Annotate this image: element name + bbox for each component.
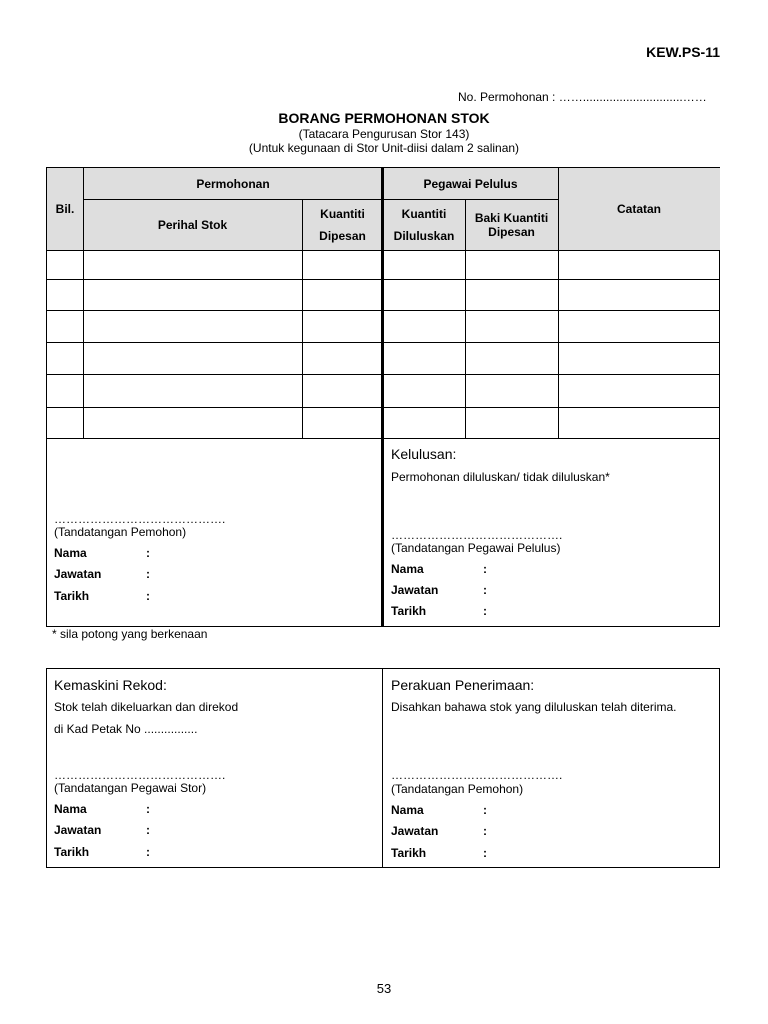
form-subtitle-usage: (Untuk kegunaan di Stor Unit-diisi dalam 2 salinan) bbox=[248, 141, 520, 155]
form-subtitle-procedure: (Tatacara Pengurusan Stor 143) bbox=[298, 127, 470, 141]
receiver-tarikh-colon[interactable]: : bbox=[483, 846, 487, 860]
approver-signature-line[interactable]: ……………………………………. bbox=[391, 528, 563, 542]
table-row[interactable] bbox=[47, 280, 720, 310]
header-group-pelulus-label: Pegawai Pelulus bbox=[423, 176, 518, 191]
applicant-signature-line[interactable]: ……………………………………. bbox=[54, 512, 226, 526]
header-qty-ordered-line1: Kuantiti bbox=[320, 206, 365, 221]
header-perihal-stok bbox=[83, 199, 302, 250]
approver-signature-label: (Tandatangan Pegawai Pelulus) bbox=[391, 541, 561, 555]
approver-nama-colon[interactable]: : bbox=[483, 562, 487, 576]
receiver-nama-label: Nama bbox=[391, 803, 424, 817]
receiver-signature-label: (Tandatangan Pemohon) bbox=[391, 782, 524, 796]
header-bil bbox=[47, 168, 83, 250]
table-row[interactable] bbox=[47, 251, 720, 279]
header-qty-approved-line2: Diluluskan bbox=[393, 228, 455, 243]
header-catatan bbox=[558, 168, 720, 250]
receiver-signature-line[interactable]: ……………………………………. bbox=[391, 768, 563, 782]
record-update-heading: Kemaskini Rekod: bbox=[54, 677, 167, 693]
header-catatan-label: Catatan bbox=[616, 202, 661, 216]
approver-tarikh-colon[interactable]: : bbox=[483, 604, 487, 618]
signature-section-top bbox=[46, 438, 720, 627]
header-bil-label: Bil. bbox=[55, 202, 75, 216]
approver-jawatan-colon[interactable]: : bbox=[483, 583, 487, 597]
applicant-signature-label: (Tandatangan Pemohon) bbox=[54, 525, 187, 539]
applicant-nama-label: Nama bbox=[54, 546, 87, 560]
receiver-nama-colon[interactable]: : bbox=[483, 803, 487, 817]
header-perihal-label: Perihal Stok bbox=[157, 217, 228, 232]
section-divider bbox=[382, 669, 383, 867]
form-code: KEW.PS-11 bbox=[646, 44, 720, 60]
approval-heading: Kelulusan: bbox=[391, 446, 457, 462]
applicant-tarikh-colon[interactable]: : bbox=[146, 589, 150, 603]
receipt-text: Disahkan bahawa stok yang diluluskan telah diterima. bbox=[391, 700, 677, 714]
approval-status-text: Permohonan diluluskan/ tidak diluluskan* bbox=[391, 470, 610, 484]
table-row[interactable] bbox=[47, 375, 720, 407]
header-balance-line1: Baki Kuantiti bbox=[474, 210, 549, 225]
receipt-heading: Perakuan Penerimaan: bbox=[391, 677, 535, 693]
table-row[interactable] bbox=[47, 343, 720, 374]
receiver-jawatan-colon[interactable]: : bbox=[483, 824, 487, 838]
table-row[interactable] bbox=[47, 311, 720, 342]
approver-nama-label: Nama bbox=[391, 562, 424, 576]
approver-tarikh-label: Tarikh bbox=[391, 604, 427, 618]
applicant-jawatan-colon[interactable]: : bbox=[146, 567, 150, 581]
form-title: BORANG PERMOHONAN STOK bbox=[278, 110, 490, 126]
store-officer-tarikh-colon[interactable]: : bbox=[146, 845, 150, 859]
store-officer-jawatan-colon[interactable]: : bbox=[146, 823, 150, 837]
store-officer-signature-label: (Tandatangan Pegawai Stor) bbox=[54, 781, 207, 795]
approver-jawatan-label: Jawatan bbox=[391, 583, 439, 597]
table-row[interactable] bbox=[47, 408, 720, 439]
header-balance-line2: Dipesan bbox=[488, 224, 535, 239]
record-update-text-2[interactable]: di Kad Petak No ................ bbox=[54, 722, 198, 736]
receiver-jawatan-label: Jawatan bbox=[391, 824, 439, 838]
applicant-nama-colon[interactable]: : bbox=[146, 546, 150, 560]
store-officer-jawatan-label: Jawatan bbox=[54, 823, 102, 837]
header-group-pelulus bbox=[383, 168, 558, 199]
header-group-permohonan-label: Permohonan bbox=[196, 176, 270, 191]
signature-section-bottom bbox=[46, 668, 720, 868]
store-officer-signature-line[interactable]: ……………………………………. bbox=[54, 768, 226, 782]
store-officer-nama-label: Nama bbox=[54, 802, 87, 816]
header-kuantiti-dipesan bbox=[302, 199, 383, 250]
applicant-jawatan-label: Jawatan bbox=[54, 567, 102, 581]
header-qty-ordered-line2: Dipesan bbox=[319, 228, 366, 243]
header-kuantiti-diluluskan bbox=[383, 199, 465, 250]
store-officer-nama-colon[interactable]: : bbox=[146, 802, 150, 816]
header-qty-approved-line1: Kuantiti bbox=[401, 206, 447, 221]
page-number: 53 bbox=[376, 981, 392, 996]
stock-request-table bbox=[46, 167, 720, 439]
footnote: * sila potong yang berkenaan bbox=[52, 627, 208, 641]
request-number-field[interactable]: No. Permohonan : ……..............................…… bbox=[458, 90, 707, 104]
header-group-permohonan bbox=[83, 168, 383, 199]
header-baki-kuantiti bbox=[465, 199, 558, 250]
receiver-tarikh-label: Tarikh bbox=[391, 846, 427, 860]
applicant-tarikh-label: Tarikh bbox=[54, 589, 90, 603]
grid-line bbox=[83, 199, 558, 200]
record-update-text-1: Stok telah dikeluarkan dan direkod bbox=[54, 700, 239, 714]
section-divider bbox=[381, 438, 384, 626]
store-officer-tarikh-label: Tarikh bbox=[54, 845, 90, 859]
